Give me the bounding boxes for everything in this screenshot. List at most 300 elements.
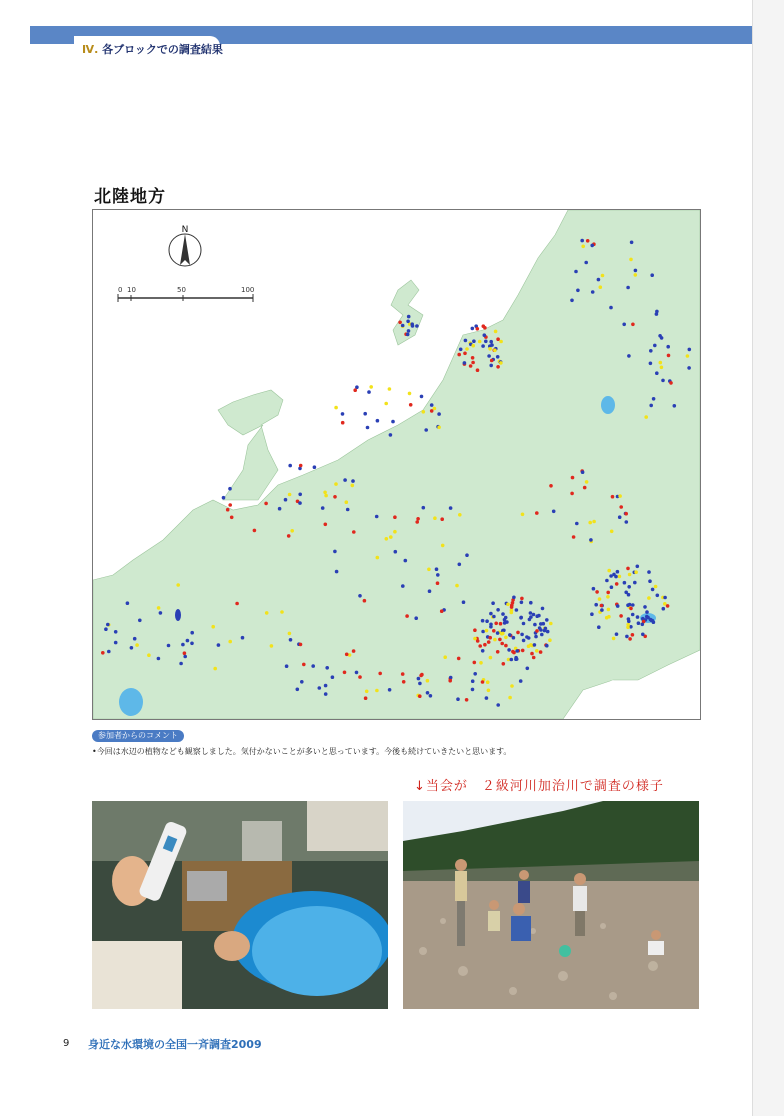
survey-point bbox=[465, 553, 469, 557]
survey-point bbox=[549, 622, 553, 626]
survey-point bbox=[609, 306, 613, 310]
survey-point bbox=[324, 684, 328, 688]
survey-point bbox=[479, 661, 483, 665]
survey-point bbox=[385, 537, 389, 541]
survey-point bbox=[346, 508, 350, 512]
survey-point bbox=[530, 652, 534, 656]
survey-point bbox=[583, 486, 587, 490]
survey-point bbox=[473, 637, 477, 641]
survey-point bbox=[515, 649, 519, 653]
survey-point bbox=[469, 364, 473, 368]
survey-point bbox=[481, 630, 485, 634]
survey-point bbox=[614, 575, 618, 579]
survey-point bbox=[459, 348, 463, 352]
survey-point bbox=[325, 666, 329, 670]
survey-point bbox=[594, 603, 598, 607]
survey-point bbox=[631, 603, 635, 607]
survey-point bbox=[334, 406, 338, 410]
survey-point bbox=[627, 585, 631, 589]
survey-point bbox=[641, 623, 645, 627]
survey-point bbox=[492, 629, 496, 633]
survey-point bbox=[651, 588, 655, 592]
survey-point bbox=[653, 344, 657, 348]
survey-point bbox=[472, 339, 476, 343]
survey-point bbox=[519, 679, 523, 683]
survey-point bbox=[473, 661, 477, 665]
survey-point bbox=[183, 651, 187, 655]
survey-point bbox=[496, 631, 500, 635]
survey-point bbox=[462, 600, 466, 604]
survey-point bbox=[313, 465, 317, 469]
survey-point bbox=[230, 516, 234, 520]
survey-point bbox=[436, 581, 440, 585]
river-survey-photo bbox=[403, 801, 699, 1009]
survey-point bbox=[388, 387, 392, 391]
survey-point bbox=[130, 646, 134, 650]
survey-point bbox=[440, 609, 444, 613]
survey-point bbox=[515, 608, 519, 612]
survey-point bbox=[167, 644, 171, 648]
survey-point bbox=[545, 644, 549, 648]
survey-point bbox=[300, 680, 304, 684]
survey-point bbox=[625, 635, 629, 639]
survey-point bbox=[471, 356, 475, 360]
publication-title: 身近な水環境の全国一斉調査2009 bbox=[88, 1038, 262, 1051]
survey-point bbox=[375, 689, 379, 693]
survey-point bbox=[407, 315, 411, 319]
survey-point bbox=[483, 643, 487, 647]
survey-point bbox=[628, 637, 632, 641]
survey-point bbox=[222, 496, 226, 500]
survey-point bbox=[290, 529, 294, 533]
survey-point bbox=[491, 601, 495, 605]
survey-point bbox=[345, 500, 349, 504]
survey-point bbox=[488, 636, 492, 640]
survey-point bbox=[321, 506, 325, 510]
survey-point bbox=[176, 583, 180, 587]
survey-point bbox=[515, 657, 519, 661]
survey-point bbox=[213, 667, 217, 671]
survey-point bbox=[542, 622, 546, 626]
survey-point bbox=[510, 604, 514, 608]
survey-point bbox=[428, 589, 432, 593]
survey-point bbox=[520, 597, 524, 601]
survey-point bbox=[457, 657, 461, 661]
survey-point bbox=[471, 327, 475, 331]
survey-point bbox=[433, 516, 437, 520]
survey-point bbox=[478, 644, 482, 648]
survey-point bbox=[541, 607, 545, 611]
survey-point bbox=[324, 494, 328, 498]
survey-point bbox=[628, 603, 632, 607]
survey-point bbox=[133, 637, 137, 641]
survey-point bbox=[510, 609, 514, 613]
survey-point bbox=[398, 321, 402, 325]
survey-point bbox=[419, 674, 423, 678]
survey-point bbox=[351, 479, 355, 483]
survey-point bbox=[265, 611, 269, 615]
survey-point bbox=[636, 615, 640, 619]
survey-point bbox=[520, 601, 524, 605]
survey-point bbox=[606, 591, 610, 595]
survey-point bbox=[487, 640, 491, 644]
survey-point bbox=[364, 696, 368, 700]
survey-point bbox=[489, 612, 493, 616]
survey-point bbox=[631, 613, 635, 617]
survey-point bbox=[422, 506, 426, 510]
page-number: 9 bbox=[63, 1038, 70, 1049]
survey-point bbox=[649, 404, 653, 408]
section-heading bbox=[82, 41, 223, 57]
survey-point bbox=[590, 612, 594, 616]
survey-point bbox=[241, 636, 245, 640]
survey-point bbox=[496, 703, 500, 707]
survey-point bbox=[510, 684, 514, 688]
survey-point bbox=[605, 579, 609, 583]
survey-point bbox=[588, 521, 592, 525]
survey-point bbox=[654, 585, 658, 589]
survey-point bbox=[106, 623, 110, 627]
survey-point bbox=[288, 632, 292, 636]
survey-point bbox=[324, 692, 328, 696]
survey-point bbox=[532, 613, 536, 617]
scale-label-0: 0 bbox=[118, 286, 123, 294]
survey-point bbox=[535, 629, 539, 633]
survey-point bbox=[465, 347, 469, 351]
water-survey-map bbox=[92, 209, 701, 720]
survey-point bbox=[597, 278, 601, 282]
survey-point bbox=[186, 639, 190, 643]
survey-point bbox=[126, 601, 130, 605]
survey-point bbox=[437, 426, 441, 430]
map-canvas bbox=[93, 210, 700, 719]
compass-label: N bbox=[181, 225, 189, 235]
survey-point bbox=[473, 672, 477, 676]
survey-point bbox=[494, 622, 498, 626]
survey-point bbox=[463, 361, 467, 365]
survey-point bbox=[623, 581, 627, 585]
survey-point bbox=[416, 517, 420, 521]
survey-point bbox=[499, 361, 503, 365]
survey-point bbox=[104, 627, 108, 631]
survey-point bbox=[622, 323, 626, 327]
survey-point bbox=[351, 484, 355, 488]
survey-point bbox=[496, 337, 500, 341]
survey-point bbox=[532, 656, 536, 660]
survey-point bbox=[138, 619, 142, 623]
survey-point bbox=[633, 581, 637, 585]
survey-point bbox=[502, 662, 506, 666]
survey-point bbox=[574, 270, 578, 274]
survey-point bbox=[519, 616, 523, 620]
survey-point bbox=[570, 492, 574, 496]
survey-point bbox=[393, 530, 397, 534]
section-title: 各ブロックでの調査結果 bbox=[102, 43, 223, 56]
survey-point bbox=[572, 535, 576, 539]
survey-point bbox=[485, 619, 489, 623]
survey-point bbox=[580, 239, 584, 243]
survey-point bbox=[183, 655, 187, 659]
survey-point bbox=[634, 269, 638, 273]
survey-point bbox=[498, 638, 502, 642]
survey-point bbox=[471, 344, 475, 348]
survey-point bbox=[190, 642, 194, 646]
survey-point bbox=[363, 599, 367, 603]
survey-point bbox=[581, 470, 585, 474]
survey-point bbox=[615, 582, 619, 586]
survey-point bbox=[626, 626, 630, 630]
survey-point bbox=[288, 493, 292, 497]
survey-point bbox=[341, 412, 345, 416]
survey-point bbox=[581, 245, 585, 249]
survey-point bbox=[476, 327, 480, 331]
survey-point bbox=[649, 362, 653, 366]
survey-point bbox=[659, 361, 663, 365]
survey-point bbox=[537, 614, 541, 618]
survey-point bbox=[601, 274, 605, 278]
survey-point bbox=[631, 633, 635, 637]
survey-point bbox=[147, 653, 151, 657]
survey-point bbox=[666, 604, 670, 608]
survey-point bbox=[592, 587, 596, 591]
survey-point bbox=[609, 574, 613, 578]
survey-point bbox=[511, 650, 515, 654]
survey-point bbox=[417, 677, 421, 681]
survey-point bbox=[367, 390, 371, 394]
survey-point bbox=[471, 688, 475, 692]
survey-point bbox=[436, 573, 440, 577]
survey-point bbox=[388, 688, 392, 692]
survey-point bbox=[485, 696, 489, 700]
scale-label-10: 10 bbox=[127, 286, 136, 294]
survey-point bbox=[667, 354, 671, 358]
survey-point bbox=[629, 607, 633, 611]
survey-point bbox=[331, 675, 335, 679]
survey-point bbox=[285, 664, 289, 668]
survey-point bbox=[424, 428, 428, 432]
page-title: 北陸地方 bbox=[94, 187, 166, 207]
survey-point bbox=[630, 241, 634, 245]
survey-point bbox=[612, 637, 616, 641]
survey-point bbox=[157, 657, 161, 661]
survey-point bbox=[334, 482, 338, 486]
survey-point bbox=[647, 596, 651, 600]
survey-point bbox=[483, 333, 487, 337]
survey-point bbox=[487, 354, 491, 358]
survey-point bbox=[643, 605, 647, 609]
survey-point bbox=[358, 675, 362, 679]
survey-point bbox=[606, 595, 610, 599]
survey-point bbox=[637, 621, 641, 625]
survey-point bbox=[389, 535, 393, 539]
survey-point bbox=[457, 353, 461, 357]
survey-point bbox=[463, 352, 467, 356]
survey-point bbox=[607, 569, 611, 573]
survey-point bbox=[648, 579, 652, 583]
survey-point bbox=[404, 559, 408, 563]
survey-point bbox=[375, 515, 379, 519]
survey-point bbox=[114, 641, 118, 645]
survey-point bbox=[363, 412, 367, 416]
survey-point bbox=[471, 361, 475, 365]
survey-point bbox=[496, 355, 500, 359]
survey-point bbox=[504, 616, 508, 620]
survey-point bbox=[586, 239, 590, 243]
survey-point bbox=[610, 585, 614, 589]
survey-point bbox=[253, 529, 257, 533]
survey-point bbox=[615, 632, 619, 636]
survey-point bbox=[599, 285, 603, 289]
lake-biwa bbox=[119, 688, 143, 716]
survey-point bbox=[299, 464, 303, 468]
survey-point bbox=[492, 615, 496, 619]
survey-point bbox=[520, 633, 524, 637]
survey-point bbox=[655, 310, 659, 314]
survey-point bbox=[535, 649, 539, 653]
handwritten-annotation: ↓当会が ２級河川加治川で調査の様子 bbox=[414, 779, 664, 794]
survey-point bbox=[485, 629, 489, 633]
survey-point bbox=[430, 409, 434, 413]
survey-point bbox=[369, 385, 373, 389]
survey-point bbox=[449, 676, 453, 680]
survey-point bbox=[503, 621, 507, 625]
survey-point bbox=[341, 421, 345, 425]
survey-point bbox=[264, 502, 268, 506]
survey-point bbox=[355, 671, 359, 675]
survey-point bbox=[546, 630, 550, 634]
survey-point bbox=[527, 636, 531, 640]
survey-point bbox=[618, 494, 622, 498]
survey-point bbox=[280, 610, 284, 614]
survey-point bbox=[352, 530, 356, 534]
survey-point bbox=[522, 639, 526, 643]
survey-point bbox=[607, 608, 611, 612]
survey-point bbox=[418, 682, 422, 686]
survey-point bbox=[159, 611, 163, 615]
survey-point bbox=[629, 258, 633, 262]
survey-point bbox=[496, 608, 500, 612]
survey-point bbox=[407, 329, 411, 333]
survey-point bbox=[440, 517, 444, 521]
survey-point bbox=[529, 611, 533, 615]
survey-point bbox=[415, 520, 419, 524]
survey-point bbox=[376, 419, 380, 423]
survey-point bbox=[534, 635, 538, 639]
survey-point bbox=[655, 371, 659, 375]
survey-point bbox=[571, 476, 575, 480]
survey-point bbox=[522, 622, 526, 626]
survey-point bbox=[627, 620, 631, 624]
survey-point bbox=[501, 632, 505, 636]
survey-point bbox=[666, 345, 670, 349]
survey-point bbox=[634, 570, 638, 574]
survey-point bbox=[384, 402, 388, 406]
scale-label-100: 100 bbox=[241, 286, 255, 294]
survey-point bbox=[595, 590, 599, 594]
survey-point bbox=[270, 644, 274, 648]
survey-point bbox=[616, 604, 620, 608]
survey-point bbox=[409, 403, 413, 407]
survey-point bbox=[289, 638, 293, 642]
survey-point bbox=[426, 679, 430, 683]
survey-point bbox=[605, 616, 609, 620]
survey-point bbox=[481, 649, 485, 653]
survey-point bbox=[455, 584, 459, 588]
survey-point bbox=[618, 575, 622, 579]
survey-point bbox=[473, 628, 477, 632]
survey-point bbox=[589, 538, 593, 542]
survey-point bbox=[408, 392, 412, 396]
survey-point bbox=[549, 484, 553, 488]
survey-point bbox=[533, 623, 537, 627]
survey-point bbox=[406, 333, 410, 337]
scale-label-50: 50 bbox=[177, 286, 186, 294]
survey-point bbox=[494, 330, 498, 334]
survey-point bbox=[190, 631, 194, 635]
survey-point bbox=[496, 365, 500, 369]
survey-point bbox=[529, 601, 533, 605]
survey-point bbox=[641, 633, 645, 637]
survey-point bbox=[402, 680, 406, 684]
survey-point bbox=[114, 630, 118, 634]
survey-point bbox=[611, 495, 615, 499]
survey-point bbox=[411, 324, 415, 328]
survey-point bbox=[493, 349, 497, 353]
survey-point bbox=[543, 629, 547, 633]
survey-point bbox=[493, 638, 497, 642]
survey-point bbox=[228, 487, 232, 491]
survey-point bbox=[179, 662, 183, 666]
survey-point bbox=[649, 349, 653, 353]
survey-point bbox=[652, 397, 656, 401]
survey-point bbox=[508, 633, 512, 637]
survey-point bbox=[464, 339, 468, 343]
survey-point bbox=[298, 501, 302, 505]
survey-point bbox=[529, 615, 533, 619]
survey-point bbox=[545, 618, 549, 622]
survey-point bbox=[476, 368, 480, 372]
survey-point bbox=[598, 597, 602, 601]
survey-point bbox=[533, 643, 537, 647]
survey-point bbox=[302, 663, 306, 667]
survey-point bbox=[489, 625, 493, 629]
survey-point bbox=[686, 354, 690, 358]
survey-point bbox=[661, 379, 665, 383]
survey-point bbox=[501, 612, 505, 616]
survey-point bbox=[481, 619, 485, 623]
survey-point bbox=[228, 503, 232, 507]
survey-point bbox=[323, 491, 327, 495]
survey-point bbox=[458, 563, 462, 567]
water-measurement-photo bbox=[92, 801, 388, 1009]
survey-point bbox=[401, 584, 405, 588]
survey-point bbox=[415, 324, 419, 328]
survey-point bbox=[483, 326, 487, 330]
survey-point bbox=[476, 639, 480, 643]
survey-point bbox=[521, 649, 525, 653]
survey-point bbox=[489, 364, 493, 368]
survey-point bbox=[465, 698, 469, 702]
survey-point bbox=[504, 636, 508, 640]
survey-point bbox=[660, 366, 664, 370]
survey-point bbox=[401, 324, 405, 328]
survey-point bbox=[625, 520, 629, 524]
survey-point bbox=[296, 688, 300, 692]
survey-point bbox=[358, 594, 362, 598]
survey-point bbox=[333, 550, 337, 554]
survey-point bbox=[508, 696, 512, 700]
survey-point bbox=[449, 506, 453, 510]
